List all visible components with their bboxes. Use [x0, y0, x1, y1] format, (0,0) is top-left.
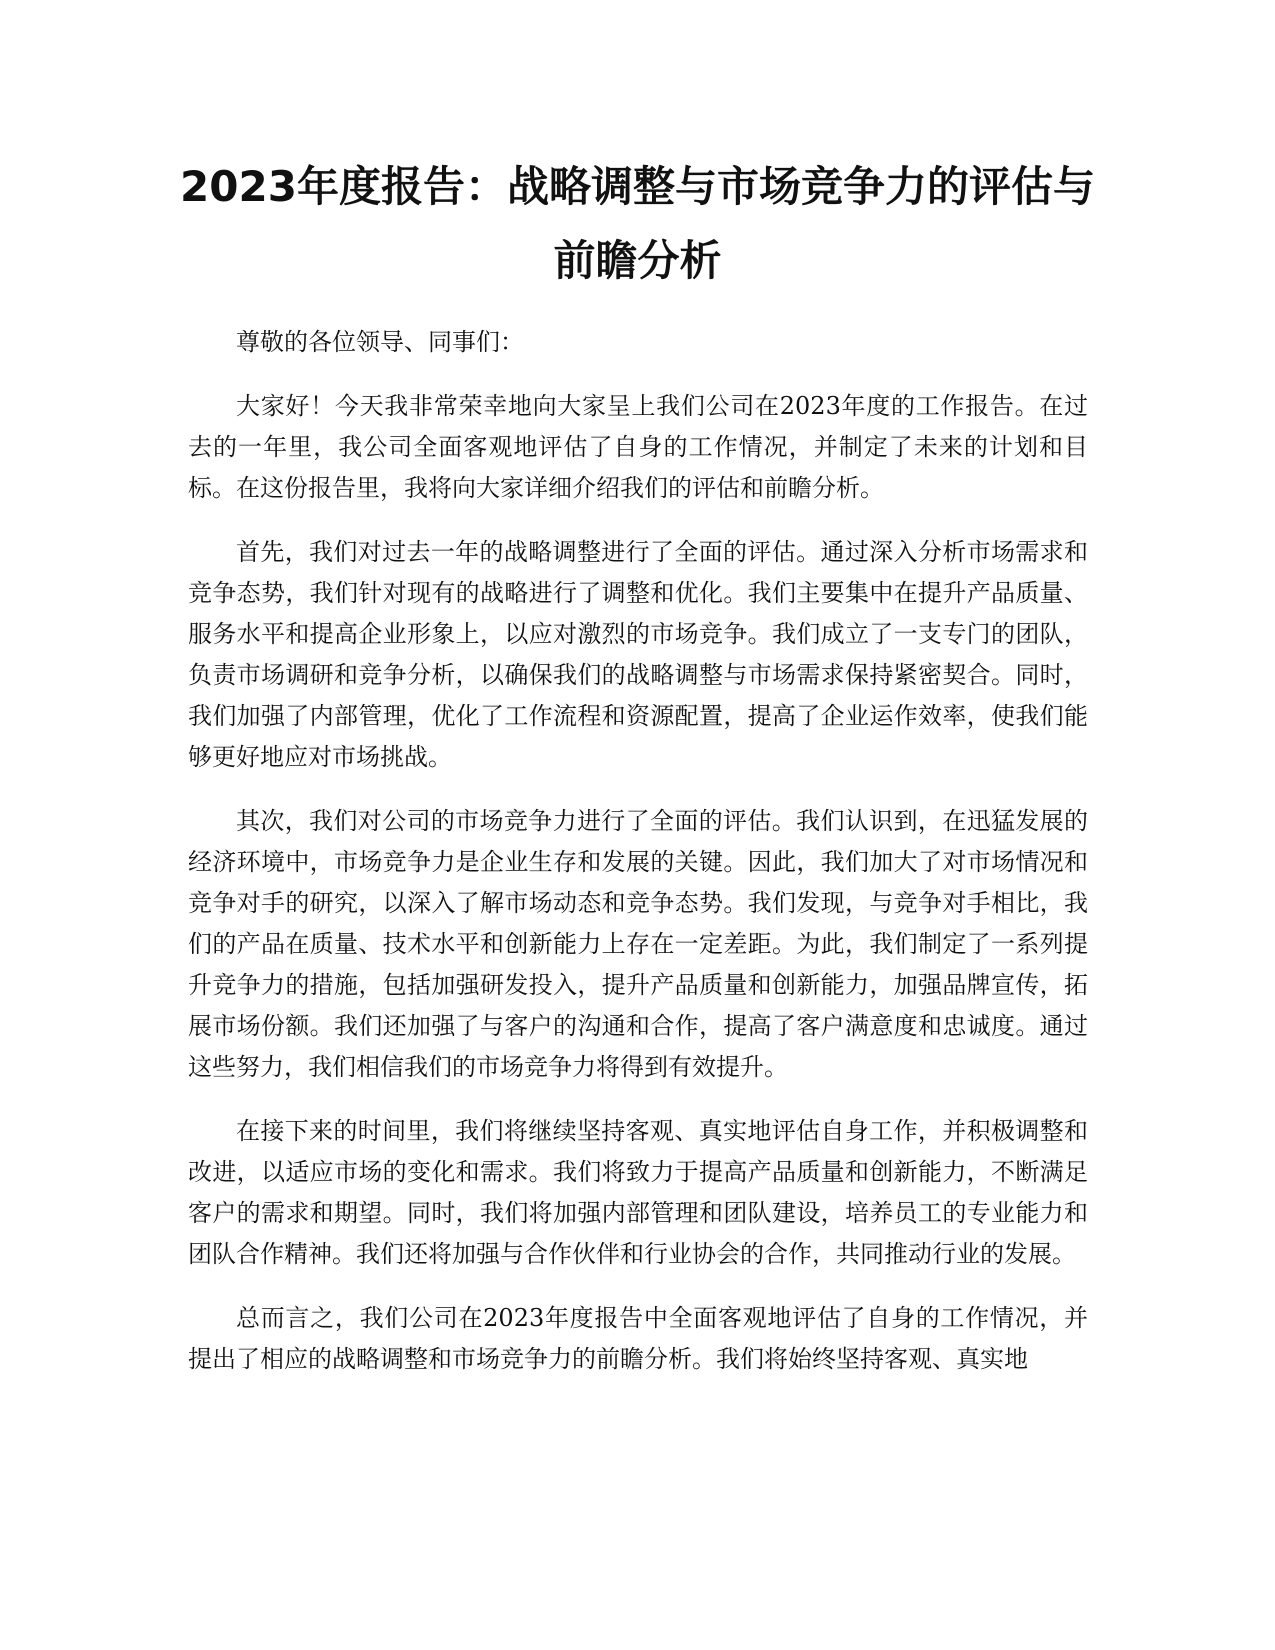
salutation: 尊敬的各位领导、同事们： — [236, 328, 524, 356]
document-title: 2023年度报告：战略调整与市场竞争力的评估与前瞻分析 — [180, 162, 1095, 285]
document-body — [188, 322, 1088, 1403]
paragraph-outlook: 在接下来的时间里，我们将继续坚持客观、真实地评估自身工作，并积极调整和改进，以适应市场的变化和需求。我们将致力于提高产品质量和创新能力，不断满足客户的需求和期望。同时，我们将加强内部管理和团队建设，培养员工的专业能力和团队合作精神。我们还将加强与合作伙伴和行业协会的合作，共同推动行业的发展。 — [188, 1117, 1088, 1268]
paragraph-summary: 总而言之，我们公司在2023年度报告中全面客观地评估了自身的工作情况，并提出了相应的战略调整和市场竞争力的前瞻分析。我们将始终坚持客观、真实地 — [188, 1304, 1088, 1373]
paragraph-intro: 大家好！今天我非常荣幸地向大家呈上我们公司在2023年度的工作报告。在过去的一年里，我公司全面客观地评估了自身的工作情况，并制定了未来的计划和目标。在这份报告里，我将向大家详细介绍我们的评估和前瞻分析。 — [188, 392, 1088, 502]
paragraph-strategy: 首先，我们对过去一年的战略调整进行了全面的评估。通过深入分析市场需求和竞争态势，我们针对现有的战略进行了调整和优化。我们主要集中在提升产品质量、服务水平和提高企业形象上，以应对激烈的市场竞争。我们成立了一支专门的团队，负责市场调研和竞争分析，以确保我们的战略调整与市场需求保持紧密契合。同时，我们加强了内部管理，优化了工作流程和资源配置，提高了企业运作效率，使我们能够更好地应对市场挑战。 — [188, 538, 1088, 771]
paragraph-competitiveness: 其次，我们对公司的市场竞争力进行了全面的评估。我们认识到，在迅猛发展的经济环境中，市场竞争力是企业生存和发展的关键。因此，我们加大了对市场情况和竞争对手的研究，以深入了解市场动态和竞争态势。我们发现，与竞争对手相比，我们的产品在质量、技术水平和创新能力上存在一定差距。为此，我们制定了一系列提升竞争力的措施，包括加强研发投入，提升产品质量和创新能力，加强品牌宣传，拓展市场份额。我们还加强了与客户的沟通和合作，提高了客户满意度和忠诚度。通过这些努力，我们相信我们的市场竞争力将得到有效提升。 — [188, 807, 1088, 1081]
